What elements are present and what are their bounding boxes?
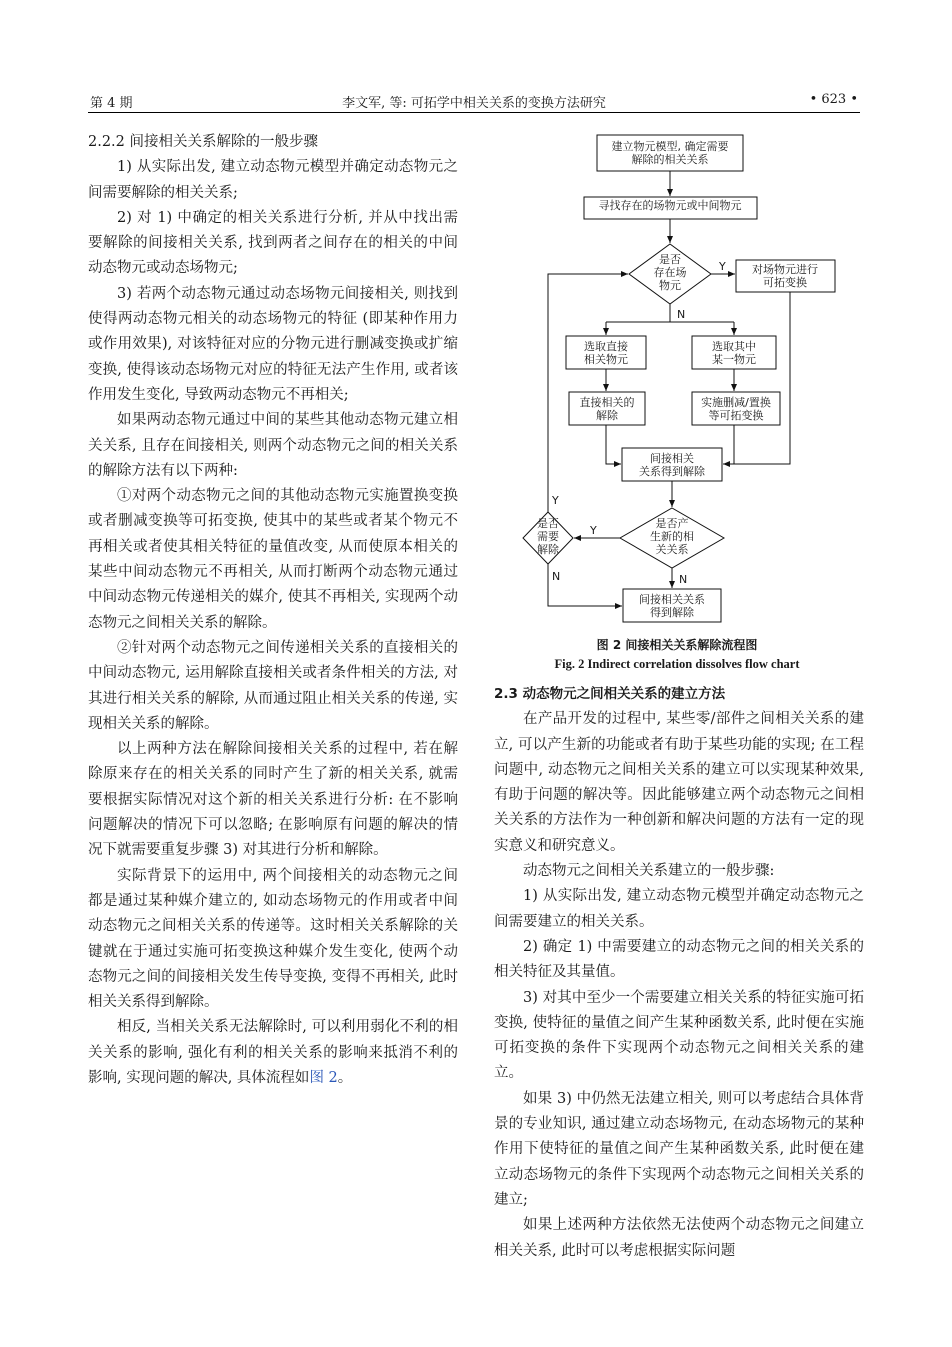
figure-2-link[interactable]: 图 2: [309, 1069, 338, 1086]
left-column: [88, 130, 458, 1091]
flow-label-field: 是否存在场物元: [653, 253, 687, 292]
paragraph: 3) 对其中至少一个需要建立相关关系的特征实施可拓变换, 使特征的量值之间产生某种函数关系, 此时便在实施可拓变换的条件下实现两个动态物元之间相关关系的建立。: [494, 989, 864, 1082]
flow-label-final: 间接相关关系得到解除: [639, 593, 705, 619]
page-number: • 623 •: [809, 92, 858, 107]
paragraph: 如果 3) 中仍然无法建立相关, 则可以考虑结合具体背景的专业知识, 通过建立动态场物元, 在动态场物元的某种作用下使特征的量值之间产生某种函数关系, 此时便在建立动态场物元的条件下实现两个动态物元之间相关关系的建立;: [494, 1090, 864, 1208]
figure-caption-cn: 图 2 间接相关关系解除流程图: [596, 638, 758, 652]
flow-label-field-transform: 对场物元进行可拓变换: [752, 263, 818, 289]
flow-label-find: 寻找存在的场物元或中间物元: [598, 199, 742, 212]
paragraph: 如果两动态物元通过中间的某些其他动态物元建立相关关系, 且存在间接相关, 则两个动态物元之间的相关关系的解除方法有以下两种:: [88, 412, 458, 479]
running-title: 李文军, 等: 可拓学中相关关系的变换方法研究: [342, 96, 606, 111]
flow-label-direct-remove: 直接相关的解除: [579, 396, 635, 422]
flow-label-apply: 实施删减/置换等可拓变换: [701, 396, 771, 422]
flow-label-select-one: 选取其中某一物元: [712, 340, 756, 366]
paragraph: 以上两种方法在解除间接相关关系的过程中, 若在解除原来存在的相关关系的同时产生了新的相关关系, 就需要根据实际情况对这个新的相关关系进行分析: 在不影响问题解决的情况下可以忽略; 在影响原有问题的解决的情况下就需要重复步骤 3) 对其进行分析和解除。: [88, 741, 458, 859]
paragraph: ②针对两个动态物元之间传递相关关系的直接相关的中间动态物元, 运用解除直接相关或者条件相关的方法, 对其进行相关关系的解除, 从而通过阻止相关关系的传递, 实现相关关系的解除。: [88, 639, 458, 732]
paragraph: 2) 确定 1) 中需要建立的动态物元之间的相关关系的相关特征及其量值。: [494, 938, 864, 981]
paragraph: 动态物元之间相关关系建立的一般步骤:: [523, 863, 775, 880]
section-heading-2-3: 2.3 动态物元之间相关关系的建立方法: [494, 686, 726, 702]
paragraph: 2) 对 1) 中确定的相关关系进行分析, 并从中找出需要解除的间接相关关系, 找到两者之间存在的相关的中间动态物元或动态场物元;: [88, 209, 458, 277]
paragraph-with-figure-ref: 相反, 当相关关系无法解除时, 可以利用弱化不利的相关关系的影响, 强化有利的相关关系的影响来抵消不利的影响, 实现问题的解决, 具体流程如图 2。: [88, 1019, 458, 1086]
running-header: [88, 90, 860, 113]
flow-label-no-field: N: [677, 308, 686, 321]
paragraph: 实际背景下的运用中, 两个间接相关的动态物元之间都是通过某种媒介建立的, 如动态场物元的作用或者中间动态物元之间相关关系的传递等。这时相关关系解除的关键就在于通过实施可拓变换这种媒介发生变化, 使两个动态物元之间的间接相关发生传导变换, 变得不再相关, 此时相关关系得到解除。: [88, 867, 458, 1011]
paragraph: 在产品开发的过程中, 某些零/部件之间相关关系的建立, 可以产生新的功能或者有助于某些功能的实现; 在工程问题中, 动态物元之间相关关系的建立可以实现某种效果, 有助于问题的解决等。因此能够建立两个动态物元之间相关关系的方法作为一种创新和解决问题的方法有一定的现实意义和研究意义。: [494, 711, 864, 854]
flow-label-start: 建立物元模型, 确定需要解除的相关关系: [611, 140, 729, 166]
flow-label-new-relation: 是否产生新的相关关系: [650, 517, 694, 556]
flowchart-figure-2: [494, 130, 864, 630]
paragraph: 如果上述两种方法依然无法使两个动态物元之间建立相关关系, 此时可以考虑根据实际问题: [494, 1217, 864, 1259]
paragraph: ①对两个动态物元之间的其他动态物元实施置换变换或者删减变换等可拓变换, 使其中的某些或者某个物元不再相关或者使其相关特征的量值改变, 从而使原本相关的某些中间动态物元不再相关, 从而打断两个动态物元通过中间动态物元传递相关的媒介, 使其不再相关, 实现两个动态物元之间相关关系的解除。: [88, 488, 458, 631]
paragraph: 1) 从实际出发, 建立动态物元模型并确定动态物元之间需要建立的相关关系。: [494, 888, 864, 930]
paragraph: 3) 若两个动态物元通过动态场物元间接相关, 则找到使得两动态物元相关的动态场物元的特征 (即某种作用力或作用效果), 对该特征对应的分物元进行删减变换或扩缩变换, 使得该动态场物元对应的特征无法产生作用, 或者该作用发生变化, 导致两动态物元不再相关;: [88, 285, 458, 403]
flow-label-indirect-resolved: 间接相关关系得到解除: [639, 452, 705, 478]
section-heading-2-2-2: 2.2.2 间接相关关系解除的一般步骤: [88, 134, 319, 150]
flow-label-yes-new: Y: [590, 524, 597, 537]
flow-label-no-need: N: [552, 570, 561, 583]
paragraph: 1) 从实际出发, 建立动态物元模型并确定动态物元之间需要解除的相关关系;: [88, 159, 458, 201]
figure-caption-en: Fig. 2 Indirect correlation dissolves flow chart: [554, 657, 800, 671]
flow-label-no-new: N: [679, 573, 688, 586]
flow-label-need-resolve: 是否需要解除: [537, 517, 559, 556]
flow-label-yes-need: Y: [552, 494, 559, 507]
flow-label-yes-field: Y: [719, 260, 726, 273]
flow-label-select-direct: 选取直接相关物元: [584, 340, 628, 366]
issue-number: 第 4 期: [90, 96, 133, 111]
right-column: [494, 682, 864, 1264]
